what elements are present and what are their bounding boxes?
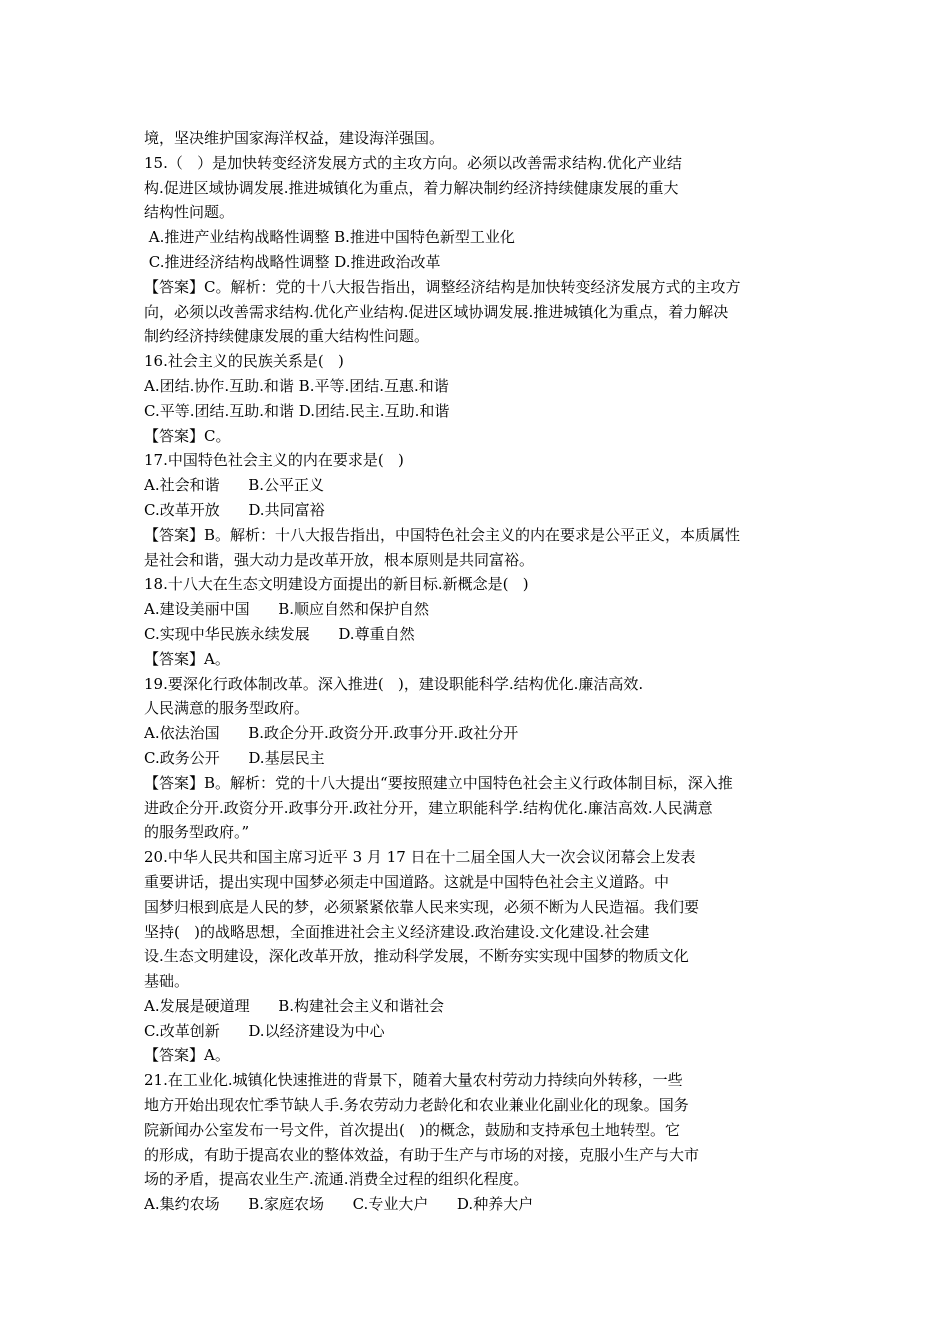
text-line: 场的矛盾，提高农业生产.流通.消费全过程的组织化程度。: [144, 1170, 529, 1189]
text-line: 构.促进区域协调发展.推进城镇化为重点，着力解决制约经济持续健康发展的重大: [144, 178, 679, 197]
text-line: 向，必须以改善需求结构.优化产业结构.促进区域协调发展.推进城镇化为重点，着力解决: [144, 302, 729, 321]
text-line: 重要讲话，提出实现中国梦必须走中国道路。这就是中国特色社会主义道路。中: [144, 872, 670, 891]
text-line: 坚持( )的战略思想，全面推进社会主义经济建设.政治建设.文化建设.社会建: [144, 922, 650, 941]
document-body: [144, 126, 814, 1217]
options-line: C.改革创新 D.以经济建设为中心: [144, 1021, 385, 1040]
question-17: 17.中国特色社会主义的内在要求是( ): [144, 451, 404, 470]
answer-15: 【答案】C。解析：党的十八大报告指出，调整经济结构是加快转变经济发展方式的主攻方: [144, 277, 741, 296]
answer-19: 【答案】B。解析：党的十八大提出“要按照建立中国特色社会主义行政体制目标，深入推: [144, 773, 733, 792]
text-line: 国梦归根到底是人民的梦，必须紧紧依靠人民来实现，必须不断为人民造福。我们要: [144, 897, 700, 916]
question-21: 21.在工业化.城镇化快速推进的背景下，随着大量农村劳动力持续向外转移，一些: [144, 1071, 683, 1090]
options-line: A.建设美丽中国 B.顺应自然和保护自然: [144, 600, 430, 619]
options-line: A.依法治国 B.政企分开.政资分开.政事分开.政社分开: [144, 724, 519, 743]
question-20: 20.中华人民共和国主席习近平 3 月 17 日在十二届全国人大一次会议闭幕会上发表: [144, 848, 696, 867]
text-line: 的形成，有助于提高农业的整体效益，有助于生产与市场的对接，克服小生产与大市: [144, 1145, 700, 1164]
options-line: A.团结.协作.互助.和谐 B.平等.团结.互惠.和谐: [144, 376, 449, 395]
question-15: 15.（ ）是加快转变经济发展方式的主攻方向。必须以改善需求结构.优化产业结: [144, 153, 682, 172]
text-line: 结构性问题。: [144, 203, 235, 222]
text-line: 进政企分开.政资分开.政事分开.政社分开，建立职能科学.结构优化.廉洁高效.人民满意: [144, 798, 713, 817]
answer-17: 【答案】B。解析：十八大报告指出，中国特色社会主义的内在要求是公平正义，本质属性: [144, 525, 741, 544]
answer-20: 【答案】A。: [144, 1046, 230, 1065]
options-line: C.平等.团结.互助.和谐 D.团结.民主.互助.和谐: [144, 401, 450, 420]
answer-16: 【答案】C。: [144, 426, 231, 445]
options-line: C.改革开放 D.共同富裕: [144, 500, 325, 519]
text-line: 人民满意的服务型政府。: [144, 699, 310, 718]
answer-18: 【答案】A。: [144, 649, 230, 668]
options-line: A.社会和谐 B.公平正义: [144, 476, 325, 495]
text-line: 是社会和谐，强大动力是改革开放，根本原则是共同富裕。: [144, 550, 535, 569]
options-line: C.推进经济结构战略性调整 D.推进政治改革: [144, 252, 441, 271]
options-line: C.政务公开 D.基层民主: [144, 748, 325, 767]
text-line: 境，坚决维护国家海洋权益，建设海洋强国。: [144, 129, 445, 147]
options-line: C.实现中华民族永续发展 D.尊重自然: [144, 624, 415, 643]
text-line: 设.生态文明建设，深化改革开放，推动科学发展，不断夯实实现中国梦的物质文化: [144, 947, 689, 966]
question-18: 18.十八大在生态文明建设方面提出的新目标.新概念是( ): [144, 575, 529, 594]
options-line: A.集约农场 B.家庭农场 C.专业大户 D.种养大户: [144, 1195, 534, 1214]
text-line: 的服务型政府。”: [144, 823, 250, 842]
text-line: 地方开始出现农忙季节缺人手.务农劳动力老龄化和农业兼业化副业化的现象。国务: [144, 1096, 689, 1115]
text-line: 院新闻办公室发布一号文件，首次提出( )的概念，鼓励和支持承包土地转型。它: [144, 1120, 681, 1139]
text-line: 基础。: [144, 972, 190, 991]
question-16: 16.社会主义的民族关系是( ): [144, 352, 344, 371]
options-line: A.发展是硬道理 B.构建社会主义和谐社会: [144, 996, 445, 1015]
options-line: A.推进产业结构战略性调整 B.推进中国特色新型工业化: [144, 228, 515, 247]
question-19: 19.要深化行政体制改革。深入推进( )，建设职能科学.结构优化.廉洁高效.: [144, 674, 644, 693]
text-line: 制约经济持续健康发展的重大结构性问题。: [144, 327, 430, 346]
